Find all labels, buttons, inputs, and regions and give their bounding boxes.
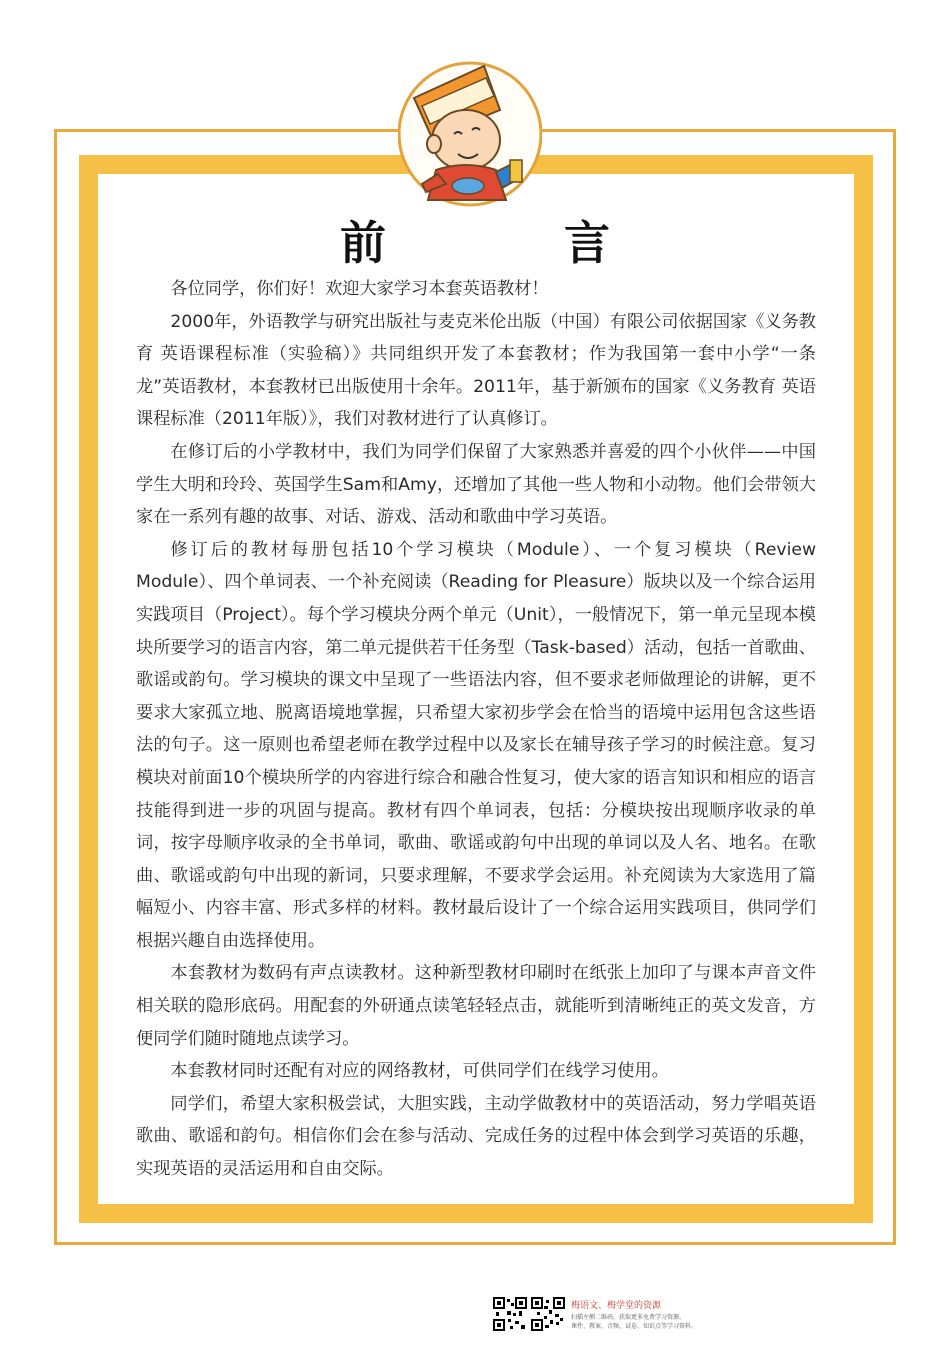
qr-code-icon[interactable] [493,1297,527,1331]
paragraph: 本套教材同时还配有对应的网络教材，可供同学们在线学习使用。 [170,1061,669,1082]
footer-line-2: 课件、教案、音频、试卷、知识点等学习资料。 [571,1323,698,1330]
paragraph: 2000年，外语教学与研究出版社与麦克米伦出版（中国）有限公司依据国家《义务教育 英语课程标准（实验稿）》共同组织开发了本套教材；作为我国第一套中小学“一条龙”英语教材，本套教材已出版使用十余年。2011年，基于新颁布的国家《义务教育 英语课程标准（2011年版）》，我们对教材进行了认真修订。 [136,311,816,430]
paragraph: 本套教材为数码有声点读教材。这种新型教材印刷时在纸张上加印了与课本声音文件相关联的隐形底码。用配套的外研通点读笔轻轻点击，就能听到清晰纯正的英文发音，方便同学们随时随地点读学习。 [136,963,816,1049]
paragraph: 同学们，希望大家积极尝试，大胆实践，主动学做教材中的英语活动，努力学唱英语歌曲、歌谣和韵句。相信你们会在参与活动、完成任务的过程中体会到学习英语的乐趣，实现英语的灵活运用和自由交际。 [136,1093,816,1180]
footer-promo [493,1297,733,1333]
paragraph: 修订后的教材每册包括10个学习模块（Module）、一个复习模块（Review Module）、四个单词表、一个补充阅读（Reading for Pleasure）版块以及一个综合运用实践项目（Project）。每个学习模块分两个单元（Unit），一般情况下，第一单元呈现本模块所要学习的语言内容，第二单元提供若干任务型（Task-based）活动，包括一首歌曲、歌谣或韵句。学习模块的课文中呈现了一些语法内容，但不要求老师做理论的讲解，更不要求大家孤立地、脱离语境地掌握，只希望大家初步学会在恰当的语境中运用包含这些语法的句子。这一原则也希望老师在教学过程中以及家长在辅导孩子学习的时候注意。复习模块对前面10个模块所学的内容进行综合和融合性复习，使大家的语言知识和相应的语言技能得到进一步的巩固与提高。教材有四个单词表，包括：分模块按出现顺序收录的单词，按字母顺序收录的全书单词，歌曲、歌谣或韵句中出现的单词以及人名、地名。在歌曲、歌谣或韵句中出现的新词，只要求理解，不要求学会运用。补充阅读为大家选用了篇幅短小、内容丰富、形式多样的材料。教材最后设计了一个综合运用实践项目，供同学们根据兴趣自由选择使用。 [136,539,816,951]
mascot-face [432,110,500,170]
footer-line-1: 扫描左侧二维码，获取更多免费学习资源。 [571,1314,686,1321]
title-char-left: 前 [340,216,386,270]
footer-title: 梅语文、梅学堂的资源 [571,1301,662,1311]
title-char-right: 言 [564,216,610,270]
boy-with-hat-icon [398,60,542,208]
page-title [340,210,610,270]
qr-code-icon[interactable] [531,1297,565,1331]
paragraph: 各位同学，你们好！欢迎大家学习本套英语教材！ [170,279,549,299]
preface-body [136,273,816,1186]
paragraph: 在修订后的小学教材中，我们为同学们保留了大家熟悉并喜爱的四个小伙伴——中国学生大明和玲玲、英国学生Sam和Amy，还增加了其他一些人物和小动物。他们会带领大家在一系列有趣的故事、对话、游戏、活动和歌曲中学习英语。 [136,441,816,528]
